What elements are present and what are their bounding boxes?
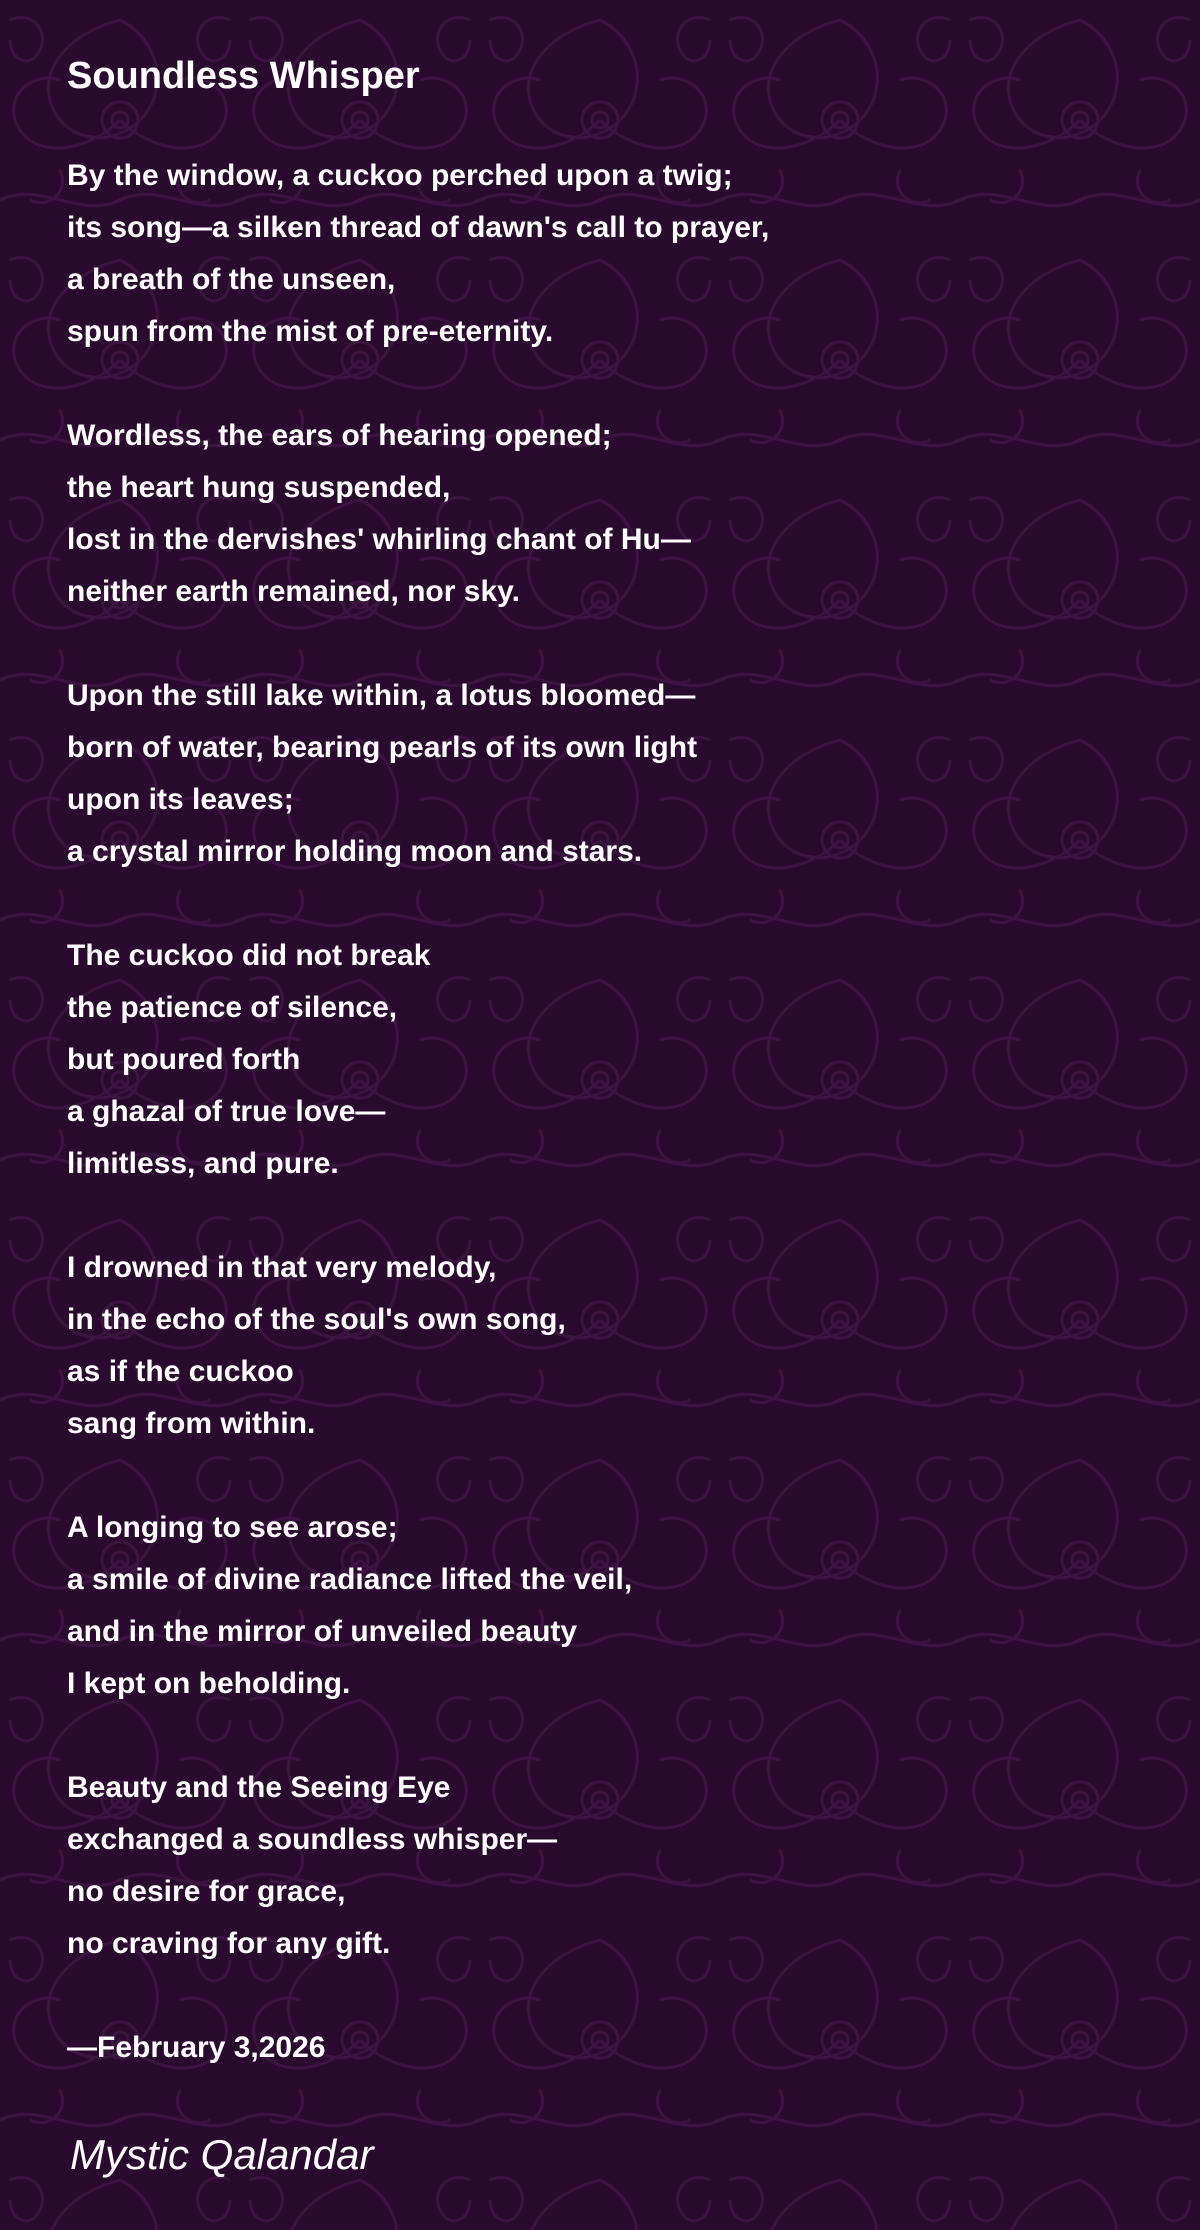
poem-line: no craving for any gift. <box>67 1927 391 1960</box>
poem-line: I drowned in that very melody, <box>67 1251 497 1284</box>
poem-line: a smile of divine radiance lifted the veil, <box>67 1563 633 1596</box>
poem-date: —February 3,2026 <box>67 2031 326 2064</box>
poem-line: a breath of the unseen, <box>67 263 396 296</box>
poem-line: a crystal mirror holding moon and stars. <box>67 835 643 868</box>
poem-line: sang from within. <box>67 1407 316 1440</box>
poem-stanza <box>67 410 1147 618</box>
poem-author: Mystic Qalandar <box>70 2131 374 2178</box>
poem-line: as if the cuckoo <box>67 1355 294 1388</box>
poem-line: its song—a silken thread of dawn's call to prayer, <box>67 211 770 244</box>
poem-line: exchanged a soundless whisper— <box>67 1823 558 1856</box>
poem-line: a ghazal of true love— <box>67 1095 386 1128</box>
poem-line: upon its leaves; <box>67 783 294 816</box>
poem-line: Wordless, the ears of hearing opened; <box>67 419 612 452</box>
poem-line: By the window, a cuckoo perched upon a twig; <box>67 159 733 192</box>
poem-line: neither earth remained, nor sky. <box>67 575 520 608</box>
poem-stanza <box>67 1762 1147 1970</box>
poem-stanza <box>67 1242 1147 1450</box>
poem-line: and in the mirror of unveiled beauty <box>67 1615 578 1648</box>
poem-line: the patience of silence, <box>67 991 398 1024</box>
poem-stanza <box>67 150 1147 358</box>
poem-line: limitless, and pure. <box>67 1147 339 1180</box>
poem-line: in the echo of the soul's own song, <box>67 1303 566 1336</box>
poem-line: Upon the still lake within, a lotus bloomed— <box>67 679 696 712</box>
poem-line: The cuckoo did not break <box>67 939 431 972</box>
poem-line: but poured forth <box>67 1043 301 1076</box>
poem-line: I kept on beholding. <box>67 1667 351 1700</box>
poem-stanza <box>67 1502 1147 1710</box>
poem-line: the heart hung suspended, <box>67 471 451 504</box>
poem-line: Beauty and the Seeing Eye <box>67 1771 451 1804</box>
poem-line: no desire for grace, <box>67 1875 346 1908</box>
poem-stanza <box>67 670 1147 878</box>
poem-stanza <box>67 930 1147 1190</box>
poem-line: spun from the mist of pre-eternity. <box>67 315 554 348</box>
poem-line: A longing to see arose; <box>67 1511 398 1544</box>
poem-title: Soundless Whisper <box>67 55 420 97</box>
poem-body <box>67 150 1147 2022</box>
poem-line: lost in the dervishes' whirling chant of Hu— <box>67 523 691 556</box>
poem-line: born of water, bearing pearls of its own light <box>67 731 698 764</box>
